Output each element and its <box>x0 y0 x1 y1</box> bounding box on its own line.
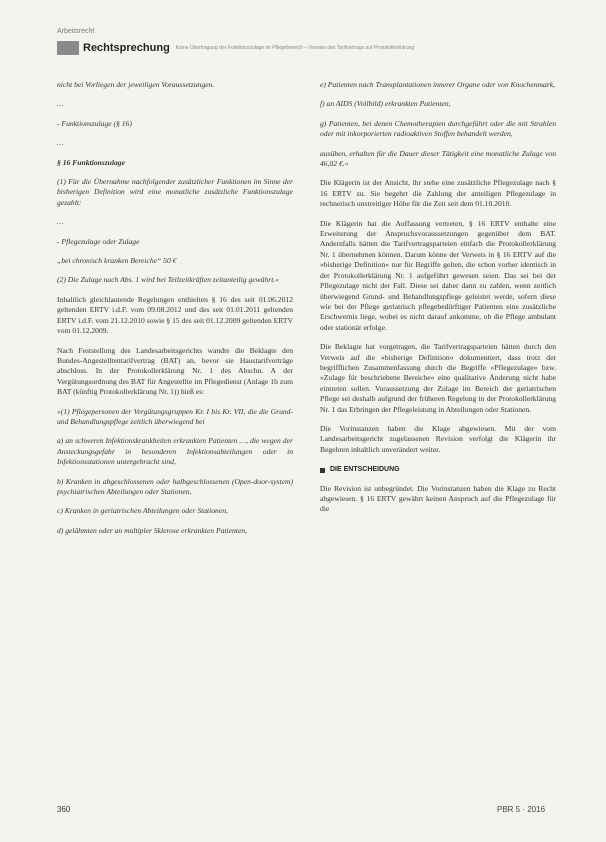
paragraph: »(1) Pflegepersonen der Vergütungsgruppen Kr. I bis Kr. VII, die die Grund- und Behandlungspflege zeitlich überwiegend bei <box>57 406 293 426</box>
section-kicker: Arbeitsrecht <box>57 28 95 35</box>
page-header <box>57 40 557 56</box>
paragraph: … <box>57 138 64 148</box>
header-subtitle: Keine Übertragung der Funktionszulage im Pflegebereich – Verweis des Tarifvertrags auf Protokollerklärung <box>175 45 415 51</box>
paragraph: … <box>57 99 64 109</box>
paragraph: Die Beklagte hat vorgetragen, die Tarifvertragsparteien hätten durch den Verweis auf die »bisherige Definition« dokumentiert, dass trotz der begrifflichen Zusammenfassung durch die Begriffe »Pflegezulage« bzw. »Zulage für beschriebene Bereiche« eine qualitative Änderung nicht habe eintreten sollen. Voraussetzung der Zulage im Bereich der geriatrischen Pflege sei deshalb aufgrund der früheren Regelung in der Protokollerklärung Nr. 1 das Erbringen der Pflegeleistung in Abteilungen oder Stationen. <box>320 342 556 414</box>
paragraph-heading: § 16 Funktionszulage <box>57 157 125 167</box>
paragraph: b) Kranken in abgeschlossenen oder halbgeschlossenen (Open-door-system) psychiatrischen Abteilungen oder Stationen, <box>57 476 293 496</box>
paragraph: Inhaltlich gleichlautende Regelungen enthielten § 16 des seit 01.06.2012 geltenden ERTV i.d.F. vom 09.08.2012 und des seit 01.01.2011 geltenden ERTV i.d.F. vom 21.12.2010 sowie § 15 des seit 01.12.2009 geltenden ERTV vom 01.12.2009. <box>57 294 293 336</box>
paragraph: Die Klägerin ist der Ansicht, ihr stehe eine zusätzliche Pflegezulage nach § 16 ERTV zu. Sie begehrt die Zahlung der anteiligen Pflegezulage in rechnerisch unstreitiger Höhe für die Zeit seit dem 01.10.2010. <box>320 178 556 209</box>
section-heading <box>320 465 556 475</box>
left-column <box>57 80 293 545</box>
paragraph: - Pflegezulage oder Zulage <box>57 236 140 246</box>
paragraph: (2) Die Zulage nach Abs. 1 wird bei Teilzeitkräften zeitanteilig gewährt.« <box>57 275 280 285</box>
header-title: Rechtsprechung <box>83 42 170 54</box>
section-heading-text: DIE ENTSCHEIDUNG <box>330 466 400 474</box>
paragraph: Die Klägerin hat die Auffassung vertreten, § 16 ERTV enthalte eine Erweiterung der Anspruchsvoraussetzungen gegenüber dem BAT. Andernfalls hätten die Tarifvertragsparteien einfach die Protokollerklärung Nr. 1 übernehmen können. Darum könne der Verweis in § 16 ERTV auf die »bisherige Definition« nur für Begriffe gelten, die schon vorher identisch in der Protokollerklärung Nr. 1 aufgeführt gewesen seien. Das sei bei der Pflegezulage nicht der Fall. Diese sei daher dann zu zahlen, wenn zeitlich überwiegend Grund- und Behandlungspflege geleistet werde, sofern diese wie bei der Pflege geriatrisch pflegebedürftiger Patienten eine zusätzliche Erschwernis liege, wobei es nicht darauf ankomme, ob die Pflege ambulant oder stationär erfolge. <box>320 218 556 332</box>
paragraph: c) Kranken in geriatrischen Abteilungen oder Stationen, <box>57 506 228 516</box>
paragraph: g) Patienten, bei denen Chemotherapien durchgeführt oder die mit Strahlen oder mit inkorporierten radioaktiven Stoffen behandelt werden, <box>320 118 556 139</box>
paragraph: ausüben, erhalten für die Dauer dieser Tätigkeit eine monatliche Zulage von 46,02 €.« <box>320 148 556 169</box>
paragraph: e) Patienten nach Transplantationen innerer Organe oder von Knochenmark, <box>320 80 556 89</box>
paragraph: Nach Feststellung des Landesarbeitsgerichts wandte die Beklagte den Bundes-Angestelltentarifvertrag (BAT) an, bevor sie Haustarifverträge abschloss. In der Protokollerklärung Nr. 1 des Abschn. A der Vergütungsordnung des BAT für Angestellte im Pflegedienst (Anlage 1b zum BAT (künftig Protokollerklärung Nr. 1)) hieß es: <box>57 345 293 397</box>
paragraph: (1) Für die Übernahme nachfolgender zusätzlicher Funktionen im Sinne der bisherigen Definition wird eine monatliche zusätzliche Funktionszulage gezahlt: <box>57 177 293 207</box>
paragraph: Die Revision ist unbegründet. Die Vorinstanzen haben die Klage zu Recht abgewiesen. § 16 ERTV gewährt keinen Anspruch auf die Pflegezulage für die <box>320 483 556 514</box>
paragraph: „bei chronisch kranken Bereiche“ 50 € <box>57 256 177 266</box>
paragraph: nicht bei Vorliegen der jeweiligen Voraussetzungen. <box>57 80 215 89</box>
header-square-icon <box>57 41 79 55</box>
paragraph: … <box>57 217 64 227</box>
paragraph: a) an schweren Infektionskrankheiten erkrankten Patienten …, die wegen der Ansteckungsgefahr in besonderen Infektionsabteilungen oder in Infektionsstationen untergebracht sind, <box>57 436 293 467</box>
page-number: 360 <box>57 805 71 814</box>
journal-issue: PBR 5 · 2016 <box>497 805 546 814</box>
paragraph: f) an AIDS (Vollbild) erkrankten Patienten, <box>320 99 451 109</box>
right-column <box>320 80 556 524</box>
paragraph: Die Vorinstanzen haben die Klage abgewiesen. Mit der vom Landesarbeitsgericht zugelassenen Revision verfolgt die Klägerin ihr Begehren inhaltlich unverändert weiter. <box>320 423 556 454</box>
paragraph: - Funktionszulage (§ 16) <box>57 118 132 128</box>
paragraph: d) gelähmten oder an multipler Sklerose erkrankten Patienten, <box>57 525 247 535</box>
section-bullet-icon <box>320 468 325 473</box>
